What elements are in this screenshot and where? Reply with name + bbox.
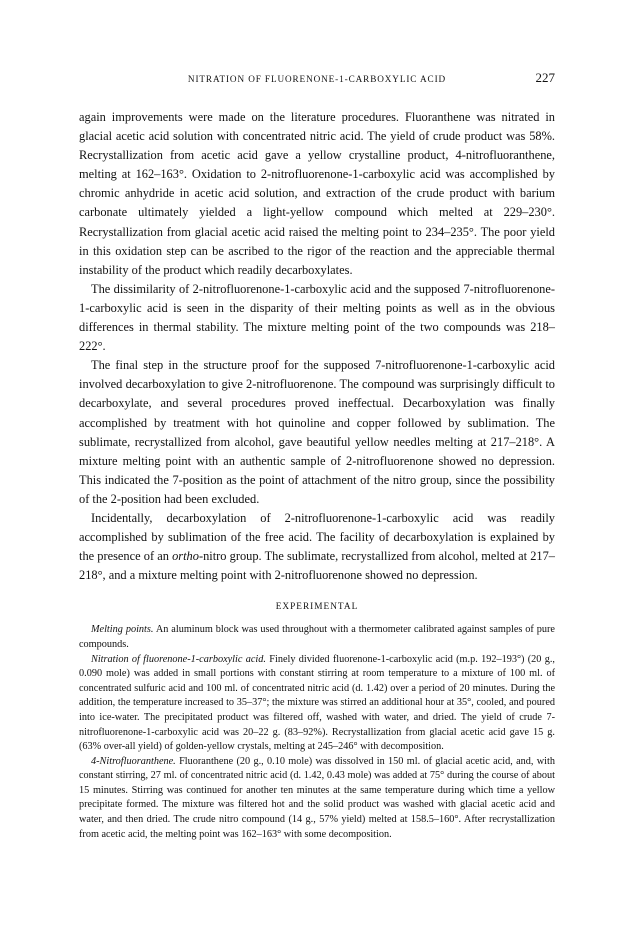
experimental-paragraph: [79, 623, 555, 652]
paragraph-text: An aluminum block was used throughout with a thermometer calibrated against samples of pure compounds.: [79, 624, 555, 650]
paragraph-lead: Nitration of fluorenone-1-carboxylic acid.: [91, 653, 266, 665]
paragraph: The dissimilarity of 2-nitrofluorenone-1-carboxylic acid and the supposed 7-nitrofluorenone-1-carboxylic acid is seen in the disparity of their melting points as well as in the obvious differences in thermal stability. The mixture melting point of the two compounds was 218–222°.: [79, 281, 555, 354]
paragraph-text: -nitro group. The sublimate, recrystallized from alcohol, melted at 217–218°, and a mixture melting point with 2-nitrofluorenone showed no depression.: [79, 549, 555, 583]
paragraph-text: Finely divided fluorenone-1-carboxylic acid (m.p. 192–193°) (20 g., 0.090 mole) was added in small portions with constant stirring at room temperature to a mixture of 100 ml. of concentrated sulfuric acid and 100 ml. of concentrated nitric acid (d. 1.42) over a period of 20 minutes. During the addition, the temperature increased to 35–37°; the mixture was stirred an additional hour at 35°, cooled, and poured into ice-water. The precipitated product was filtered off, washed with water, and dried. The yield of crude 7-nitrofluorenone-1-carboxylic acid was 20–22 g. (83–92%). Recrystallization from glacial acetic acid gave 15 g. (63% over-all yield) of golden-yellow crystals, melting at 245–246° with decomposition.: [79, 653, 555, 753]
paragraph-text: Incidentally, decarboxylation of 2-nitrofluorenone-1-carboxylic acid was readily accomplished by sublimation of the free acid. The facility of decarboxylation is explained by the presence of an: [79, 510, 555, 564]
experimental-section: [79, 623, 555, 842]
experimental-paragraph: [79, 755, 555, 843]
paragraph-lead: 4-Nitrofluoranthene.: [91, 755, 176, 767]
running-header: [79, 70, 555, 88]
paragraph-text: Fluoranthene (20 g., 0.10 mole) was dissolved in 150 ml. of glacial acetic acid, and, with constant stirring, 27 ml. of concentrated nitric acid (d. 1.42, 0.43 mole) was added at 75° during the course of about 15 minutes. Stirring was continued for another ten minutes at the same temperature during which time a yellow precipitate formed. The mixture was filtered hot and the solid product was washed with glacial acetic acid and water, and then dried. The crude nitro compound (14 g., 57% yield) melted at 158.5–160°. After recrystallization from acetic acid, the melting point was 162–163° with some decomposition.: [79, 755, 555, 840]
paragraph-lead: Melting points.: [91, 624, 154, 636]
page-number: 227: [535, 70, 555, 85]
section-heading: EXPERIMENTAL: [275, 602, 359, 613]
paragraph: again improvements were made on the literature procedures. Fluoranthene was nitrated in glacial acetic acid solution with concentrated nitric acid. The yield of crude product was 58%. Recrystallization from acetic acid gave a yellow crystalline product, 4-nitrofluoranthene, melting at 162–163°. Oxidation to 2-nitrofluorenone-1-carboxylic acid was accomplished by chromic anhydride in acetic acid solution, and extraction of the crude product with barium carbonate ultimately yielded a light-yellow compound which melted at 229–230°. Recrystallization from glacial acetic acid raised the melting point to 234–235°. The poor yield in this oxidation step can be ascribed to the rigor of the reaction and the appreciable thermal instability of the product which readily decarboxylates.: [79, 110, 555, 277]
body-text: [79, 108, 555, 585]
paragraph: [79, 509, 555, 585]
page: [79, 70, 555, 842]
experimental-paragraph: [79, 653, 555, 755]
italic-term: ortho: [172, 549, 199, 564]
paragraph: The final step in the structure proof for the supposed 7-nitrofluorenone-1-carboxylic acid involved decarboxylation to give 2-nitrofluorenone. The compound was surprisingly difficult to decarboxylate, and several procedures proved ineffectual. Decarboxylation was finally accomplished by treatment with hot quinoline and copper followed by sublimation. The sublimate, recrystallized from alcohol, gave beautiful yellow needles melting at 217–218°. A mixture melting point with an authentic sample of 2-nitrofluorenone showed no depression. This indicated the 7-position as the point of attachment of the nitro group, since the possibility of the 2-position had been excluded.: [79, 358, 555, 506]
running-title: NITRATION OF FLUORENONE-1-CARBOXYLIC ACID: [187, 74, 447, 84]
